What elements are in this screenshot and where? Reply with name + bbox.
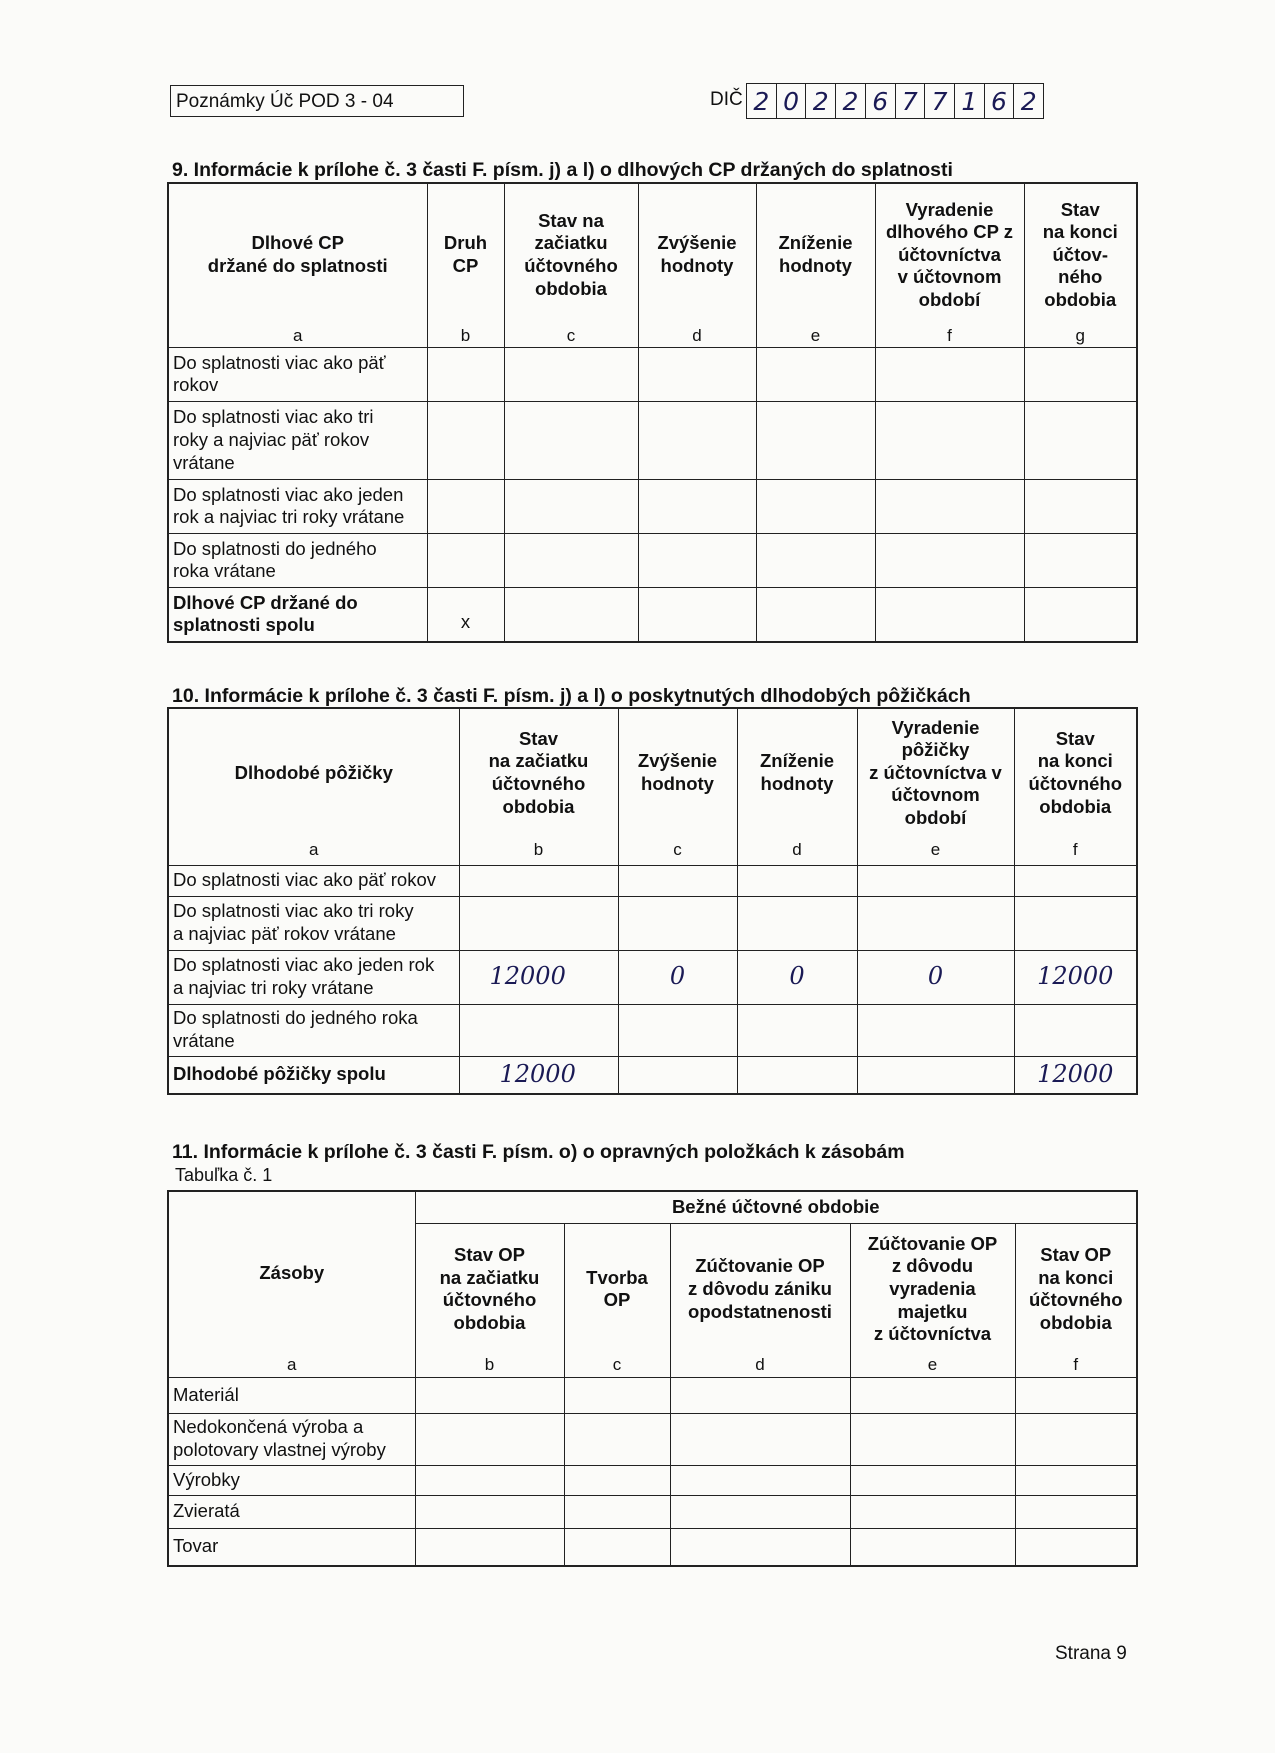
s10-cell[interactable]	[857, 1004, 1014, 1056]
s10-cell[interactable]	[618, 865, 737, 896]
table-row	[168, 533, 1137, 587]
s11-row-label: Tovar	[168, 1528, 415, 1566]
s10-letter: a	[168, 837, 459, 865]
s11-cell[interactable]	[415, 1465, 564, 1495]
s10-cell[interactable]	[857, 896, 1014, 950]
table-row	[168, 347, 1137, 401]
s11-cell[interactable]	[850, 1377, 1015, 1413]
s10-header-f: Stav na konci účtovného obdobia	[1014, 708, 1137, 837]
s9-header-a: Dlhové CP držané do splatnosti	[168, 183, 427, 326]
dic-digit: 6	[985, 84, 1015, 118]
s9-header-g: Stav na konci účtov- ného obdobia	[1024, 183, 1137, 326]
s10-header-a: Dlhodobé pôžičky	[168, 708, 459, 837]
s9-cell[interactable]	[638, 347, 756, 401]
s9-row-label: Do splatnosti viac ako tri roky a najviac päť rokov vrátane	[168, 401, 427, 479]
dic-digit: 1	[955, 84, 985, 118]
s11-cell[interactable]	[415, 1413, 564, 1465]
s10-cell[interactable]	[1014, 1004, 1137, 1056]
s9-cell[interactable]	[504, 533, 638, 587]
s9-cell[interactable]	[427, 347, 504, 401]
s10-header-e: Vyradenie pôžičky z účtovníctva v účtovnom období	[857, 708, 1014, 837]
s10-header-d: Zníženie hodnoty	[737, 708, 857, 837]
s11-letter: b	[415, 1355, 564, 1377]
s9-cell[interactable]	[504, 347, 638, 401]
table-row	[168, 1004, 1137, 1056]
dic-digit: 2	[747, 84, 777, 118]
s11-cell[interactable]	[564, 1377, 670, 1413]
s11-header-d: Zúčtovanie OP z dôvodu zániku opodstatnenosti	[670, 1223, 850, 1355]
s9-row-label: Do splatnosti viac ako jeden rok a najviac tri roky vrátane	[168, 479, 427, 533]
s10-cell[interactable]: 12000	[1014, 1056, 1137, 1094]
section-11-subtitle: Tabuľka č. 1	[175, 1165, 273, 1185]
s9-header-e: Zníženie hodnoty	[756, 183, 875, 326]
form-label: Poznámky Úč POD 3 - 04	[176, 91, 394, 112]
s9-cell[interactable]	[504, 587, 638, 642]
s11-letter: c	[564, 1355, 670, 1377]
s11-cell[interactable]	[670, 1495, 850, 1528]
s9-letter: f	[875, 326, 1024, 347]
form-label-box	[170, 85, 464, 117]
s9-letter: g	[1024, 326, 1137, 347]
s10-row-label: Do splatnosti viac ako päť rokov	[168, 865, 459, 896]
s9-cell[interactable]	[875, 587, 1024, 642]
s10-letter: d	[737, 837, 857, 865]
s9-cell[interactable]	[427, 479, 504, 533]
s9-letter: b	[427, 326, 504, 347]
s9-cell[interactable]	[638, 587, 756, 642]
s9-letter: a	[168, 326, 427, 347]
s9-header-d: Zvýšenie hodnoty	[638, 183, 756, 326]
s10-cell[interactable]	[1014, 896, 1137, 950]
s11-letter: d	[670, 1355, 850, 1377]
s10-cell[interactable]	[459, 1004, 618, 1056]
s11-cell[interactable]	[564, 1528, 670, 1566]
s9-cell[interactable]	[427, 533, 504, 587]
s9-letter: c	[504, 326, 638, 347]
s9-row-label: Do splatnosti viac ako päť rokov	[168, 347, 427, 401]
s10-cell[interactable]	[1014, 865, 1137, 896]
s11-row-label: Materiál	[168, 1377, 415, 1413]
table-section-10	[167, 707, 1138, 1095]
s11-cell[interactable]	[850, 1528, 1015, 1566]
s9-cell[interactable]	[1024, 587, 1137, 642]
section-9-title: 9. Informácie k prílohe č. 3 časti F. písm. j) a l) o dlhových CP držaných do splatnosti	[172, 159, 953, 181]
s9-cell[interactable]	[504, 401, 638, 479]
s11-cell[interactable]	[670, 1413, 850, 1465]
s11-cell[interactable]	[564, 1413, 670, 1465]
s9-cell-x: x	[427, 587, 504, 642]
s9-header-f: Vyradenie dlhového CP z účtovníctva v účtovnom období	[875, 183, 1024, 326]
s11-cell[interactable]	[850, 1413, 1015, 1465]
s11-cell[interactable]	[415, 1528, 564, 1566]
s10-cell[interactable]	[737, 865, 857, 896]
s9-cell[interactable]	[1024, 401, 1137, 479]
table-row	[168, 587, 1137, 642]
table-row	[168, 479, 1137, 533]
s10-letter: f	[1014, 837, 1137, 865]
s9-cell[interactable]	[638, 533, 756, 587]
dic-label: DIČ	[710, 89, 743, 110]
s9-cell[interactable]	[1024, 533, 1137, 587]
s10-header-b: Stav na začiatku účtovného obdobia	[459, 708, 618, 837]
s11-cell[interactable]	[564, 1465, 670, 1495]
dic-field[interactable]	[746, 83, 1044, 119]
s10-cell[interactable]: 0	[857, 950, 1014, 1004]
s10-cell[interactable]	[618, 1004, 737, 1056]
table-row	[168, 1465, 1137, 1495]
s10-cell[interactable]	[618, 1056, 737, 1094]
s9-cell[interactable]	[638, 479, 756, 533]
s10-header-c: Zvýšenie hodnoty	[618, 708, 737, 837]
s11-cell[interactable]	[415, 1377, 564, 1413]
s10-cell[interactable]	[857, 1056, 1014, 1094]
s10-cell[interactable]	[459, 865, 618, 896]
dic-digit: 2	[806, 84, 836, 118]
table-row	[168, 896, 1137, 950]
table-section-9	[167, 182, 1138, 643]
s11-cell[interactable]	[1015, 1413, 1137, 1465]
table-row	[168, 1377, 1137, 1413]
s11-header-c: Tvorba OP	[564, 1223, 670, 1355]
s9-row-total-label: Dlhové CP držané do splatnosti spolu	[168, 587, 427, 642]
s11-cell[interactable]	[1015, 1377, 1137, 1413]
s9-header-c: Stav na začiatku účtovného obdobia	[504, 183, 638, 326]
s9-cell[interactable]	[756, 401, 875, 479]
s9-cell[interactable]	[875, 479, 1024, 533]
dic-digit: 0	[777, 84, 807, 118]
s11-cell[interactable]	[850, 1465, 1015, 1495]
s10-cell[interactable]	[737, 1056, 857, 1094]
s11-header-a: Zásoby	[168, 1191, 415, 1355]
s11-cell[interactable]	[850, 1495, 1015, 1528]
section-10-title: 10. Informácie k prílohe č. 3 časti F. písm. j) a l) o poskytnutých dlhodobých pôžičkách	[172, 685, 971, 707]
table-row	[168, 401, 1137, 479]
table-row	[168, 950, 1137, 1004]
s9-cell[interactable]	[756, 479, 875, 533]
s9-cell[interactable]	[504, 479, 638, 533]
table-row	[168, 865, 1137, 896]
s9-cell[interactable]	[875, 401, 1024, 479]
s10-letter: e	[857, 837, 1014, 865]
s9-cell[interactable]	[756, 347, 875, 401]
s10-cell[interactable]: 0	[618, 950, 737, 1004]
s10-row-label: Do splatnosti viac ako tri roky a najviac päť rokov vrátane	[168, 896, 459, 950]
s9-cell[interactable]	[427, 401, 504, 479]
dic-digit: 6	[866, 84, 896, 118]
s11-cell[interactable]	[670, 1465, 850, 1495]
s9-cell[interactable]	[756, 587, 875, 642]
s11-row-label: Výrobky	[168, 1465, 415, 1495]
s9-cell[interactable]	[756, 533, 875, 587]
s11-letter: e	[850, 1355, 1015, 1377]
dic-digit: 2	[836, 84, 866, 118]
s10-letter: b	[459, 837, 618, 865]
s11-cell[interactable]	[564, 1495, 670, 1528]
s11-header-b: Stav OP na začiatku účtovného obdobia	[415, 1223, 564, 1355]
dic-digit: 7	[896, 84, 926, 118]
s10-cell[interactable]	[618, 896, 737, 950]
s11-letter: a	[168, 1355, 415, 1377]
s9-header-b: Druh CP	[427, 183, 504, 326]
s9-cell[interactable]	[875, 347, 1024, 401]
s9-cell[interactable]	[1024, 347, 1137, 401]
s11-header-f: Stav OP na konci účtovného obdobia	[1015, 1223, 1137, 1355]
s11-cell[interactable]	[1015, 1528, 1137, 1566]
s11-cell[interactable]	[1015, 1495, 1137, 1528]
s10-letter: c	[618, 837, 737, 865]
s9-cell[interactable]	[875, 533, 1024, 587]
s11-header-e: Zúčtovanie OP z dôvodu vyradenia majetku z účtovníctva	[850, 1223, 1015, 1355]
s10-row-label: Do splatnosti do jedného roka vrátane	[168, 1004, 459, 1056]
s11-cell[interactable]	[670, 1377, 850, 1413]
table-row	[168, 1495, 1137, 1528]
s10-cell[interactable]: 12000	[1014, 950, 1137, 1004]
table-row	[168, 1056, 1137, 1094]
s10-cell[interactable]: 12000	[459, 950, 618, 1004]
page-number: Strana 9	[1055, 1643, 1127, 1664]
s11-group-header: Bežné účtovné obdobie	[415, 1191, 1137, 1223]
s10-row-label: Do splatnosti viac ako jeden rok a najviac tri roky vrátane	[168, 950, 459, 1004]
s9-cell[interactable]	[638, 401, 756, 479]
s11-row-label: Zvieratá	[168, 1495, 415, 1528]
section-11-title: 11. Informácie k prílohe č. 3 časti F. písm. o) o opravných položkách k zásobám	[172, 1141, 905, 1163]
s9-row-label: Do splatnosti do jedného roka vrátane	[168, 533, 427, 587]
dic-digit: 7	[925, 84, 955, 118]
s10-row-total-label: Dlhodobé pôžičky spolu	[168, 1056, 459, 1094]
s11-cell[interactable]	[670, 1528, 850, 1566]
s9-letter: d	[638, 326, 756, 347]
table-row	[168, 1413, 1137, 1465]
s10-cell[interactable]	[737, 1004, 857, 1056]
dic-digit: 2	[1020, 86, 1037, 116]
table-section-11	[167, 1190, 1138, 1567]
table-row	[168, 1528, 1137, 1566]
s10-cell[interactable]: 12000	[459, 1056, 618, 1094]
s10-cell[interactable]	[737, 896, 857, 950]
s9-cell[interactable]	[1024, 479, 1137, 533]
s10-cell[interactable]	[459, 896, 618, 950]
s11-letter: f	[1015, 1355, 1137, 1377]
s9-letter: e	[756, 326, 875, 347]
s11-cell[interactable]	[415, 1495, 564, 1528]
s10-cell[interactable]: 0	[737, 950, 857, 1004]
s11-row-label: Nedokončená výroba a polotovary vlastnej výroby	[168, 1413, 415, 1465]
s11-cell[interactable]	[1015, 1465, 1137, 1495]
s10-cell[interactable]	[857, 865, 1014, 896]
